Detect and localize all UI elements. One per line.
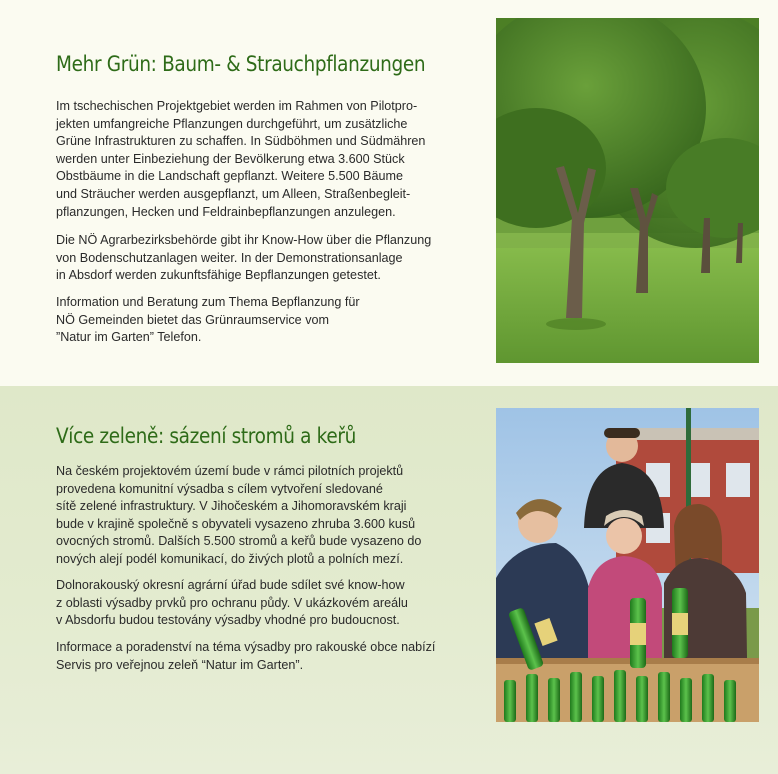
text-line: bude v krajině společně s obyvateli vysazeno zhruba 3.600 kusů — [56, 516, 416, 531]
text-line: jekten umfangreiche Pflanzungen durchgeführt, um zusätzliche — [56, 116, 408, 131]
text-line: Grüne Infrastrukturen zu schaffen. In Südböhmen und Südmähren — [56, 134, 426, 149]
text-line: NÖ Gemeinden bietet das Grünraumservice vom — [56, 312, 329, 327]
text-line: sítě zelené infrastruktury. V Jihočeském a Jihomoravském kraji — [56, 499, 407, 514]
paragraph-czech-1 — [56, 463, 421, 569]
text-line: Dolnorakouský okresní agrární úřad bude sdílet své know-how — [56, 578, 405, 592]
text-line: v Absdorfu budou testovány výsadby vhodné pro budoucnost. — [56, 613, 400, 628]
text-line: und Sträucher werden ausgepflanzt, um Alleen, Straßenbegleit- — [56, 186, 411, 201]
paragraph-german-1 — [56, 98, 425, 221]
text-line: Obstbäume in die Landschaft gepflanzt. Weitere 5.500 Bäume — [56, 169, 404, 184]
text-line: ”Natur im Garten” Telefon. — [56, 330, 202, 345]
orchard-photo — [496, 18, 759, 363]
text-line: Information und Beratung zum Thema Bepflanzung für — [56, 295, 360, 309]
text-line: Die NÖ Agrarbezirksbehörde gibt ihr Know-How über die Pflanzung — [56, 233, 432, 247]
text-line: Na českém projektovém území bude v rámci pilotních projektů — [56, 464, 404, 478]
paragraph-czech-2 — [56, 577, 408, 630]
heading-czech: Více zeleně: sázení stromů a keřů — [56, 424, 356, 448]
paragraph-czech-3 — [56, 639, 435, 674]
text-line: Servis pro veřejnou zeleň “Natur im Garten”. — [56, 657, 304, 672]
text-line: provedena komunitní výsadba s cílem vytvoření sledované — [56, 481, 383, 496]
paragraph-german-3 — [56, 294, 360, 347]
group-photo — [496, 408, 759, 722]
text-line: ovocných stromů. Dalších 5.500 stromů a keřů bude vysazeno do — [56, 534, 422, 549]
heading-german: Mehr Grün: Baum- & Strauchpflanzungen — [56, 52, 426, 76]
text-line: in Absdorf werden zukunftsfähige Bepflanzungen getestet. — [56, 268, 381, 283]
paragraph-german-2 — [56, 232, 431, 285]
text-line: z oblasti výsadby prvků pro ochranu půdy. V ukázkovém areálu — [56, 595, 408, 610]
text-line: Im tschechischen Projektgebiet werden im Rahmen von Pilotpro- — [56, 99, 418, 113]
text-line: werden unter Einbeziehung der Bevölkerung etwa 3.600 Stück — [56, 151, 405, 166]
text-line: pflanzungen, Hecken und Feldrainbepflanzungen anzulegen. — [56, 204, 396, 219]
text-line: Informace a poradenství na téma výsadby pro rakouské obce nabízí — [56, 640, 436, 654]
text-line: nových alejí podél komunikací, do živých plotů a polních mezí. — [56, 551, 404, 566]
text-line: von Bodenschutzanlagen weiter. In der Demonstrationsanlage — [56, 250, 403, 265]
